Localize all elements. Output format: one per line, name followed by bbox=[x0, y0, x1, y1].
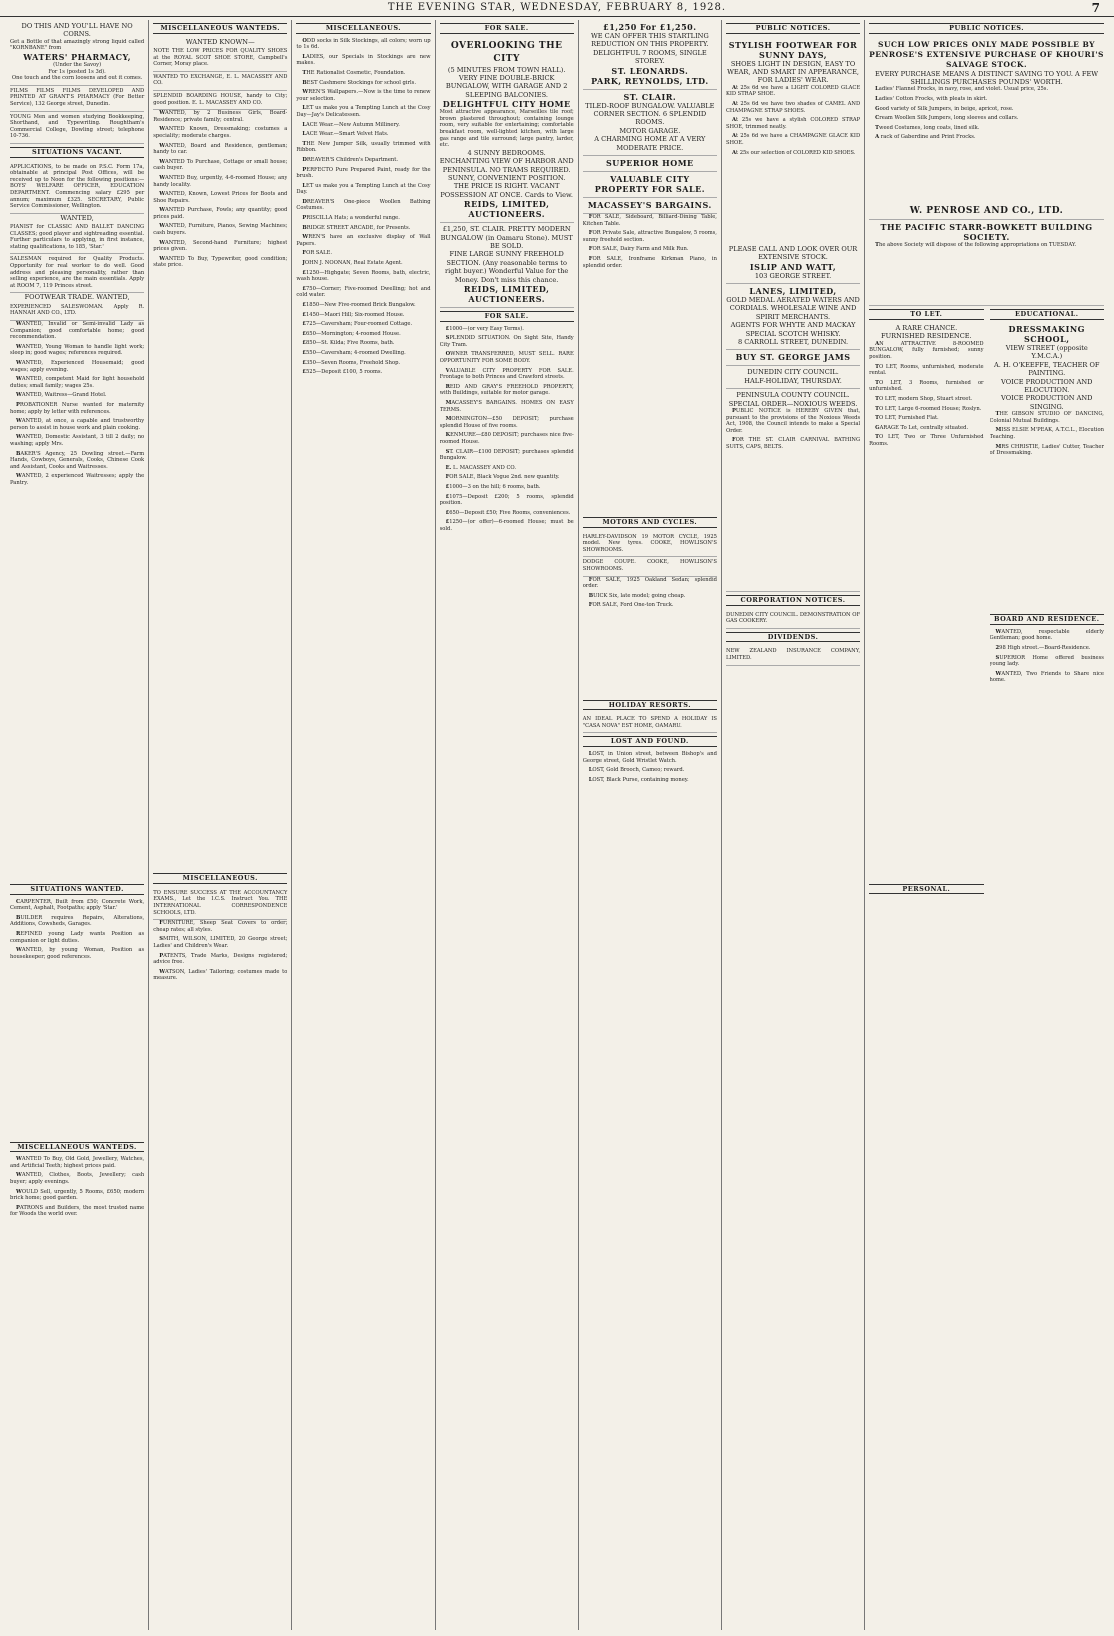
section-misc-wanteds: MISCELLANEOUS WANTEDS. bbox=[10, 1142, 144, 1153]
educational-column: EDUCATIONAL. DRESSMAKING SCHOOL, VIEW STREET (opposite Y.M.C.A.) A. H. O'KEEFFE, TEACHER OF PAINTING. VOICE PRODUCTION AND ELOCUTION. VOICE PRODUCTION AND SINGING. THE GIBSON STUDIO OF DANCING, Colonial Mutual Buildings. MISS ELSIE M'PEAK, A.T.C.L., Elocution Teaching. MRS CHRISTIE, Ladies' Cutter, Teacher of Dressmaking. BOARD AND RESIDENCE. WANTED, respectable elderly Gentleman; good home. 298 High street.—Board-Residence. SUPERIOR Home offered business young lady. WANTED, Two Friends to Share nice home. bbox=[990, 306, 1104, 968]
dodge-ad: DODGE COUPE. COOKE, HOWLISON'S SHOWROOMS. bbox=[583, 557, 717, 576]
section-public-notices: PUBLIC NOTICES. bbox=[726, 23, 860, 34]
column-5 bbox=[579, 20, 722, 1630]
miscellaneous-col2: FURNITURE, Sheep Seat Covers to order; cheap rates; all styles. SMITH, WILSON, LIMITED, 20 George street; Ladies' and Children's Wear. PATENTS, Trade Marks, Designs registered; advice free. WATSON, Ladies' Tailoring; costumes made to measure. bbox=[153, 920, 288, 982]
section-situations-wanted: SITUATIONS WANTED. bbox=[10, 884, 144, 895]
macassey-ad: MACASSEY'S BARGAINS. bbox=[583, 198, 717, 214]
page-number: 7 bbox=[1091, 1, 1100, 15]
to-let-text: AN ATTRACTIVE 8-ROOMED BUNGALOW, fully furnished; sunny position. TO LET, Rooms, unfurnished, moderate rental. TO LET, 3 Rooms, furnished or unfurnished. TO LET, modern Shop, Stuart street. TO LET, Large 6-roomed House; Roslyn. TO LET, Furnished Flat. GARAGE To Let, centrally situated. TO LET, Two or Three Unfurnished Rooms. bbox=[869, 340, 984, 447]
section-for-sale: FOR SALE. bbox=[440, 23, 574, 34]
lost-found-text: LOST, in Union street, between Bishop's and George street, Gold Wristlet Watch. LOST, Gold Brooch, Cameo; reward. LOST, Black Purse, containing money. bbox=[582, 751, 717, 783]
classified-text: WANTED, Invalid or Semi-invalid Lady as Companion; good comfortable home; good recommendation. WANTED, Young Woman to handle light work; sleep in; good wages; references required. WANTED, Experienced Housemaid; good wages; apply evening. WANTED, competent Maid for light household duties; small family; wages 25s. WANTED, Waitress—Grand Hotel. PROBATIONER Nurse wanted for maternity home; apply by letter with references. WANTED, at once, a capable and trustworthy person to assist in house work and plain cooking. WANTED, Domestic Assistant, 3 till 2 daily; no washing; apply Mrs. BAKER'S Agency, 25 Dowling street.—Farm Hands, Cowboys, Generals, Cooks, Chinese Cook and Assistant, Cooks and Waitresses. WANTED, 2 experienced Waitresses; apply the Pantry. bbox=[10, 321, 145, 486]
shoe-store-ad: NOTE THE LOW PRICES FOR QUALITY SHOES at the ROYAL SCOT SHOE STORE, Campbell's Corner, Moray place. bbox=[153, 46, 287, 72]
for-sale-col5: FOR SALE, Sideboard, Billiard-Dining Table, Kitchen Table. FOR Private Sale, attractive Bungalow, 5 rooms, sunny freehold section. FOR SALE, Dairy Farm and Milk Run. FOR SALE, Ironframe Kirkman Piano, in splendid order. bbox=[582, 214, 717, 269]
lanes-ad: LANES, LIMITED, GOLD MEDAL AERATED WATERS AND CORDIALS. WHOLESALE WINE AND SPIRIT MERCHANTS. AGENTS FOR WHYTE AND MACKAY SPECIAL SCOTCH WHISKY. 8 CARROLL STREET, DUNEDIN. bbox=[726, 284, 860, 350]
board-text: WANTED, respectable elderly Gentleman; good home. 298 High street.—Board-Residence. SUPERIOR Home offered business young lady. WANTED, Two Friends to Share nice home. bbox=[989, 628, 1104, 684]
page-columns bbox=[6, 20, 1108, 1630]
section-miscellaneous: MISCELLANEOUS. bbox=[153, 873, 287, 884]
section-personal: PERSONAL. bbox=[869, 884, 983, 895]
section-board: BOARD AND RESIDENCE. bbox=[990, 614, 1104, 625]
section-holiday: HOLIDAY RESORTS. bbox=[583, 700, 717, 711]
harley-ad: HARLEY-DAVIDSON 19 MOTOR CYCLE, 1925 model. New tyres. COOKE, HOWLISON'S SHOWROOMS. bbox=[583, 532, 717, 558]
corn-remedy-ad: DO THIS AND YOU'LL HAVE NO CORNS. Get a Bottle of that amazingly strong liquid called "KORNBANE" from WATERS' PHARMACY, (Under the Savoy) For 1s (posted 1s 3d). One touch and the corn loosens and out it comes. bbox=[10, 20, 144, 86]
exchange-ad: WANTED TO EXCHANGE, E. L. MACASSEY AND CO. bbox=[153, 72, 287, 91]
column-6 bbox=[722, 20, 865, 1630]
footwear-ad: EXPERIENCED SALESWOMAN. Apply R. HANNAH AND CO., LTD. bbox=[10, 302, 144, 321]
section-for-sale-2: FOR SALE. bbox=[440, 311, 574, 322]
column-4 bbox=[436, 20, 579, 1630]
misc-wanteds-col2: WANTED, by 2 Business Girls, Board-Residence; private family; central. WANTED Known, Dressmaking; costumes a speciality; moderate charges. WANTED, Board and Residence, gentleman; handy to car. WANTED To Purchase, Cottage or small house; cash buyer. WANTED Buy, urgently, 4-6-roomed House; any handy locality. WANTED, Known, Lowest Prices for Boots and Shoe Repairs. WANTED Purchase, Fowls; any quantity; good prices paid. WANTED, Furniture, Pianos, Sewing Machines; cash buyers. WANTED, Second-hand Furniture; highest prices given. WANTED To Buy, Typewriter, good condition; state price. bbox=[153, 110, 288, 269]
price-reduction-ad: £1,250 For £1,250. WE CAN OFFER THIS STARTLING REDUCTION ON THIS PROPERTY. DELIGHTFUL 7 ROOMS, SINGLE STOREY. ST. LEONARDS. PARK, REYNOLDS, LTD. bbox=[583, 20, 717, 90]
for-sale-listings: £1000—(or very Easy Terms). SPLENDID SITUATION. On Sight Site, Handy City Tram. OWNER TRANSFERRED, MUST SELL. RARE OPPORTUNITY FOR SOME BODY. VALUABLE CITY PROPERTY FOR SALE. Frontage to both Princes and Crawford streets. REID AND GRAY'S FREEHOLD PROPERTY, with Buildings, suitable for motor garage. MACASSEY'S BARGAINS. HOMES ON EASY TERMS. MORNINGTON—£50 DEPOSIT; purchase splendid House of five rooms. KENMURE—£80 DEPOSIT; purchases nice five-roomed House. ST. CLAIR—£100 DEPOSIT; purchases splendid Bungalow. E. L. MACASSEY AND CO. FOR SALE, Black Vogue 2nd. new quantity. £1000—3 on the hill; 6 rooms, bath. £1075—Deposit £200; 5 rooms, splendid position. £650—Deposit £50; Five Rooms, conveniences. £1250—(or offer)—6-roomed House; must be sold. bbox=[439, 325, 574, 532]
section-misc-wanteds-2: MISCELLANEOUS WANTEDS. bbox=[153, 23, 287, 34]
penrose-ad: SUCH LOW PRICES ONLY MADE POSSIBLE BY PENROSE'S EXTENSIVE PURCHASE OF KHOURI'S SALVAGE STOCK. EVERY PURCHASE MEANS A DISTINCT SAVING TO YOU. A FEW SHILLINGS PURCHASES POUNDS' WORTH. Ladies' Flannel Frocks, in navy, rose, and violet. Usual price, 25s. Ladies' Cotton Frocks, with pleats in skirt. Good variety of Silk Jumpers, in beige, apricot, rose. Cream Woollen Silk Jumpers, long sleeves and collars. Tweed Costumes, long coats, lined silk. A rack of Gaberdine and Print Frocks. W. PENROSE AND CO., LTD. bbox=[869, 38, 1104, 221]
gas-cookery-ad: DUNEDIN CITY COUNCIL. DEMONSTRATION OF GAS COOKERY. bbox=[726, 610, 860, 629]
situations-wanted-text: CARPENTER, Built from £50; Concrete Work, Cement, Asphalt, Footpaths; apply 'Star.' BUILDER requires Repairs, Alterations, Additions, Cowsheds, Garages. REFINED young Lady wants Position as companion or light duties. WANTED, by young Woman, Position as housekeeper; good references. bbox=[10, 898, 145, 960]
valuable-property-ad: VALUABLE CITY PROPERTY FOR SALE. bbox=[583, 172, 717, 198]
starr-bowkett-ad: THE PACIFIC STARR-BOWKETT BUILDING SOCIETY. The above Society will dispose of the following appropriations on TUESDAY. bbox=[869, 220, 1104, 306]
section-educational: EDUCATIONAL. bbox=[990, 309, 1104, 320]
misc-wanteds-text: WANTED To Buy, Old Gold, Jewellery, Watches, and Artificial Teeth; highest prices paid. WANTED, Clothes, Boots, Jewellery; cash buyer; apply evenings. WOULD Sell, urgently, 5 Rooms, £650; modern brick home; good garden. PATRONS and Builders, the most trusted name for Woods the world over. bbox=[10, 1156, 145, 1218]
educational-text: THE GIBSON STUDIO OF DANCING, Colonial Mutual Buildings. MISS ELSIE M'PEAK, A.T.C.L., Elocution Teaching. MRS CHRISTIE, Ladies' Cutter, Teacher of Dressmaking. bbox=[989, 411, 1104, 457]
salesman-ad: SALESMAN required for Quality Products. Opportunity for real worker to do well. Good address and pleasing personality, rather than selling experience, are the main essentials. Apply at ROOM 7, 119 Princes street. bbox=[10, 254, 144, 293]
column-7 bbox=[865, 20, 1108, 1630]
pianist-ad: PIANIST for CLASSIC AND BALLET DANCING CLASSES; good player and sightreading essential. Further particulars to applying, in first instance, stating qualifications, to 185, 'Star.' bbox=[10, 222, 144, 254]
correspondence-school-ad: TO ENSURE SUCCESS AT THE ACCOUNTANCY EXAMS., Let the I.C.S. Instruct You. THE INTERNATIONAL CORRESPONDENCE SCHOOLS, LTD. bbox=[153, 888, 287, 920]
situations-ad: APPLICATIONS, to be made on P.S.C. Form 17a, obtainable at principal Post Offices, will be received up to Noon for the following positions:— BOYS' WELFARE OFFICER, EDUCATION DEPARTMENT. Commencing salary £295 per annum; maximum £325. SECRETARY, Public Service Commissioner, Wellington. bbox=[10, 162, 144, 214]
column-1: DO THIS AND YOU'LL HAVE NO CORNS. Get a Bottle of that amazingly strong liquid called "KORNBANE" from WATERS' PHARMACY, (Under the Savoy) For 1s (posted 1s 3d). One touch and the corn loosens and out it comes. FILMS FILMS FILMS DEVELOPED AND PRINTED AT GRANT'S PHARMACY (For Better Service), 132 George street, Dunedin. YOUNG Men and women studying Bookkeeping, Shorthand, and Typewriting. Roughtham's Commercial College, Dowling street; telephone 10-736. SITUATIONS VACANT. APPLICATIONS, to be made on P.S.C. Form 17a, obtainable at principal Post Offices, will be received up to Noon for the following positions:— BOYS' WELFARE OFFICER, EDUCATION DEPARTMENT. Commencing salary £295 per annum; maximum £325. SECRETARY, Public Service Commissioner, Wellington. WANTED, PIANIST for CLASSIC AND BALLET DANCING CLASSES; good player and sightreading essential. Further particulars to applying, in first instance, stating qualifications, to 185, 'Star.' SALESMAN required for Quality Products. Opportunity for real worker to do well. Good address and pleasing personality, rather than selling experience, are the main essentials. Apply at ROOM 7, 119 Princes street. FOOTWEAR TRADE. WANTED, EXPERIENCED SALESWOMAN. Apply R. HANNAH AND CO., LTD. WANTED, Invalid or Semi-invalid Lady as Companion; good comfortable home; good recommendation. WANTED, Young Woman to handle light work; sleep in; good wages; references required. WANTED, Experienced Housemaid; good wages; apply evening. WANTED, competent Maid for light household duties; small family; wages 25s. WANTED, Waitress—Grand Hotel. PROBATIONER Nurse wanted for maternity home; apply by letter with references. WANTED, at once, a capable and trustworthy person to assist in house work and plain cooking. WANTED, Domestic Assistant, 3 till 2 daily; no washing; apply Mrs. BAKER'S Agency, 25 Dowling street.—Farm Hands, Cowboys, Generals, Cooks, Chinese Cook and Assistant, Cooks and Waitresses. WANTED, 2 experienced Waitresses; apply the Pantry. SITUATIONS WANTED. CARPENTER, Built from £50; Concrete Work, Cement, Asphalt, Footpaths; apply 'Star.' BUILDER requires Repairs, Alterations, Additions, Cowsheds, Garages. REFINED young Lady wants Position as companion or light duties. WANTED, by young Woman, Position as housekeeper; good references. MISCELLANEOUS WANTEDS. WANTED To Buy, Old Gold, Jewellery, Watches, and Artificial Teeth; highest prices paid. WANTED, Clothes, Boots, Jewellery; cash buyer; apply evenings. WOULD Sell, urgently, 5 Rooms, £650; modern brick home; good garden. PATRONS and Builders, the most trusted name for Woods the world over. bbox=[6, 20, 149, 1630]
section-lost-found: LOST AND FOUND. bbox=[583, 736, 717, 747]
section-corporation: CORPORATION NOTICES. bbox=[726, 595, 860, 606]
motors-col5: FOR SALE, 1925 Oakland Sedan; splendid order. BUICK Six, late model; going cheap. FOR SALE, Ford One-ton Truck. bbox=[582, 576, 717, 609]
footwear-heading: FOOTWEAR TRADE. WANTED, bbox=[24, 293, 130, 302]
miscellaneous-col3: ODD socks in Silk Stockings, all colors; worn up to 1s 6d. LADIES, our Specials in Stockings are new makes. THE Rationalist Cosmetic, Foundation. BEST Cashmere Stockings for school girls. WREN'S Wallpapers.—Now is the time to renew your selection. LET us make you a Tempting Lunch at the Cosy Day—Jay's Delicatessen. LACE Wear.—New Autumn Millinery. LACE Wear.—Smart Velvet Hats. THE New Jumper Silk, usually trimmed with Ribbon. DREAVER'S Children's Department. PERFECTO Pure Prepared Paint, ready for the brush. LET us make you a Tempting Lunch at the Cosy Day. DREAVER'S One-piece Woollen Bathing Costumes. PRISCILLA Hats; a wonderful range. BRIDGE STREET ARCADE, for Presents. WREN'S have an exclusive display of Wall Papers. FOR SALE. JOHN J. NOONAN, Real Estate Agent. £1250—Highgate; Seven Rooms, bath, electric, wash house. £750—Corner; Five-roomed Dwelling; hot and cold water. £1850—New Five-roomed Brick Bungalow. £1450—Maori Hill; Six-roomed House. £725—Caversham; Four-roomed Cottage. £650—Mornington; 4-roomed House. £850—St. Kilda; Five Rooms, bath. £550—Caversham; 4-roomed Dwelling. £350—Seven Rooms, Freehold Shop. £525—Deposit £100, 5 rooms. bbox=[296, 37, 431, 376]
holiday-ad: AN IDEAL PLACE TO SPEND A HOLIDAY IS "CASA NOVA" EST HOME, OAMARU. bbox=[583, 714, 717, 733]
college-ad: YOUNG Men and women studying Bookkeeping, Shorthand, and Typewriting. Roughtham's Commercial College, Dowling street; telephone 10-736. bbox=[10, 112, 144, 144]
jams-ad: BUY ST. GEORGE JAMS bbox=[726, 350, 860, 366]
st-clair-ad: £1,250, ST. CLAIR. PRETTY MODERN BUNGALOW (in Oamaru Stone). MUST BE SOLD. FINE LARGE SUNNY FREEHOLD SECTION. (Any reasonable terms to right buyer.) Wonderful Value for the Money. Don't miss this chance. REIDS, LIMITED, AUCTIONEERS. bbox=[440, 223, 574, 308]
films-ad: FILMS FILMS FILMS DEVELOPED AND PRINTED AT GRANT'S PHARMACY (For Better Service), 132 George street, Dunedin. bbox=[10, 86, 144, 112]
section-to-let: TO LET. bbox=[869, 309, 983, 320]
to-let-column: TO LET. A RARE CHANCE. FURNISHED RESIDENCE. AN ATTRACTIVE 8-ROOMED BUNGALOW, fully furnished; sunny position. TO LET, Rooms, unfurnished, moderate rental. TO LET, 3 Rooms, furnished or unfurnished. TO LET, modern Shop, Stuart street. TO LET, Large 6-roomed House; Roslyn. TO LET, Furnished Flat. GARAGE To Let, centrally situated. TO LET, Two or Three Unfurnished Rooms. PERSONAL. bbox=[869, 310, 984, 893]
superior-home-ad: SUPERIOR HOME bbox=[583, 156, 717, 172]
column-2: MISCELLANEOUS WANTEDS. WANTED KNOWN— NOTE THE LOW PRICES FOR QUALITY SHOES at the ROYAL SCOT SHOE STORE, Campbell's Corner, Moray place. WANTED TO EXCHANGE, E. L. MACASSEY AND CO. SPLENDID BOARDING HOUSE, handy to City; good position. E. L. MACASSEY AND CO. WANTED, by 2 Business Girls, Board-Residence; private family; central. WANTED Known, Dressmaking; costumes a speciality; moderate charges. WANTED, Board and Residence, gentleman; handy to car. WANTED To Purchase, Cottage or small house; cash buyer. WANTED Buy, urgently, 4-6-roomed House; any handy locality. WANTED, Known, Lowest Prices for Boots and Shoe Repairs. WANTED Purchase, Fowls; any quantity; good prices paid. WANTED, Furniture, Pianos, Sewing Machines; cash buyers. WANTED, Second-hand Furniture; highest prices given. WANTED To Buy, Typewriter, good condition; state price. MISCELLANEOUS. TO ENSURE SUCCESS AT THE ACCOUNTANCY EXAMS., Let the I.C.S. Instruct You. THE INTERNATIONAL CORRESPONDENCE SCHOOLS, LTD. FURNITURE, Sheep Seat Covers to order; cheap rates; all styles. SMITH, WILSON, LIMITED, 20 George street; Ladies' and Children's Wear. PATENTS, Trade Marks, Designs registered; advice free. WATSON, Ladies' Tailoring; costumes made to measure. bbox=[149, 20, 292, 1630]
boarding-house-ad: SPLENDID BOARDING HOUSE, handy to City; good position. E. L. MACASSEY AND CO. bbox=[153, 91, 287, 110]
city-council-ad: DUNEDIN CITY COUNCIL. HALF-HOLIDAY, THURSDAY. bbox=[726, 366, 860, 389]
section-miscellaneous-3: MISCELLANEOUS. bbox=[296, 23, 430, 34]
footwear-ad-islip: STYLISH FOOTWEAR FOR SUNNY DAYS, SHOES LIGHT IN DESIGN, EASY TO WEAR, AND SMART IN APPEARANCE, FOR LADIES' WEAR. At 25s 6d we have a LIGHT COLORED GLACE KID STRAP SHOE. At 25s 6d we have two shades of CAMEL AND CHAMPAGNE STRAP SHOES. At 25s we have a stylish COLORED STRAP SHOE, trimmed neatly. At 25s 6d we have a CHAMPAGNE GLACE KID SHOE. At 25s our selection of COLORED KID SHOES. PLEASE CALL AND LOOK OVER OUR EXTENSIVE STOCK. ISLIP AND WATT, 103 GEORGE STREET. bbox=[726, 38, 860, 284]
section-public-notices-2: PUBLIC NOTICES. bbox=[869, 23, 1104, 34]
masthead bbox=[0, 0, 1114, 17]
newspaper-title: THE EVENING STAR, WEDNESDAY, FEBRUARY 8, 1928. bbox=[387, 2, 727, 13]
st-clair-bungalow-ad: ST. CLAIR. TILED-ROOF BUNGALOW. VALUABLE CORNER SECTION. 6 SPLENDID ROOMS. MOTOR GARAGE. A CHARMING HOME AT A VERY MODERATE PRICE. bbox=[583, 90, 717, 156]
section-dividends: DIVIDENDS. bbox=[726, 632, 860, 643]
section-situations-vacant: SITUATIONS VACANT. bbox=[10, 147, 144, 158]
insurance-ad: NEW ZEALAND INSURANCE COMPANY, LIMITED. bbox=[726, 646, 860, 665]
overlooking-city-ad: OVERLOOKING THE CITY (5 MINUTES FROM TOWN HALL). VERY FINE DOUBLE-BRICK BUNGALOW, WITH GARAGE AND 2 SLEEPING BALCONIES. DELIGHTFUL CITY HOME Most attractive appearance, Marseilles tile roof; brown plastered throughout; containing lounge room, very suitable for entertaining; comfortable breakfast room, well-lighted kitchen, with large gas range and tile surround; large pantry, larder, etc. 4 SUNNY BEDROOMS. ENCHANTING VIEW OF HARBOR AND PENINSULA. NO TRAMS REQUIRED. SUNNY, CONVENIENT POSITION. THE PRICE IS RIGHT. VACANT POSSESSION AT ONCE. Cards to View. REIDS, LIMITED, AUCTIONEERS. bbox=[440, 38, 574, 224]
column-3 bbox=[292, 20, 435, 1630]
section-motors: MOTORS AND CYCLES. bbox=[583, 517, 717, 528]
peninsula-ad: PENINSULA COUNTY COUNCIL. SPECIAL ORDER—NOXIOUS WEEDS. PUBLIC NOTICE is HEREBY GIVEN that, pursuant to the provisions of the Noxious Weeds Act, 1908, the Council intends to make a Special Order. FOR THE ST. CLAIR CARNIVAL BATHING SUITS, CAPS, BELTS. bbox=[726, 389, 860, 592]
